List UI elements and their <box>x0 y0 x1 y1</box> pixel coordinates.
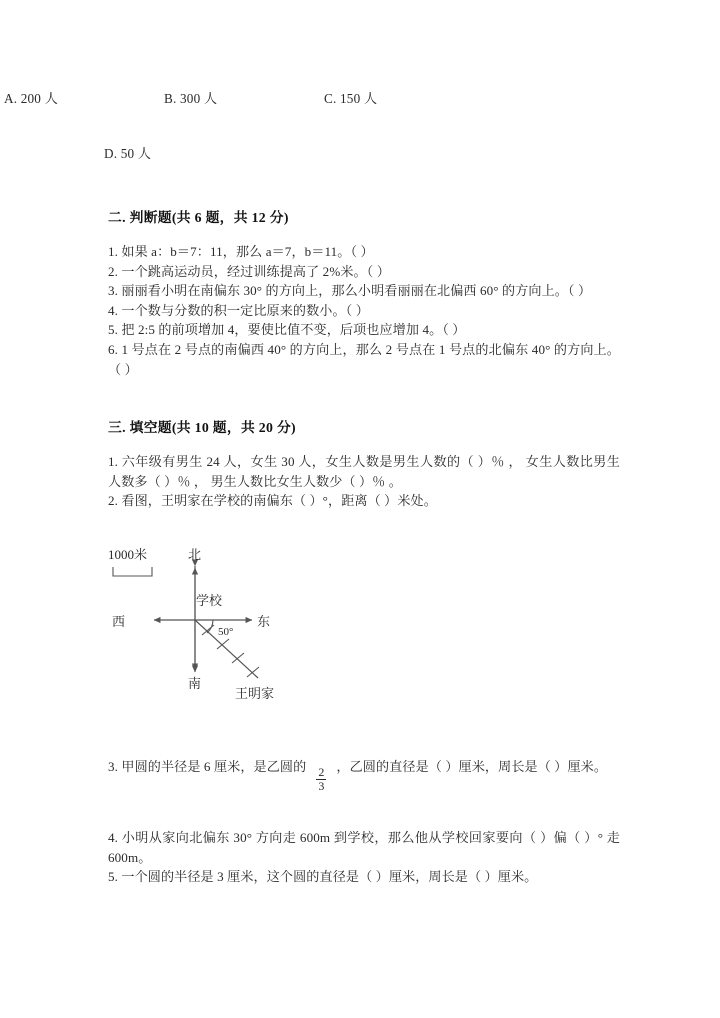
section-heading-judgement: 二. 判断题(共 6 题，共 12 分) <box>108 210 289 225</box>
question-item: 3. 丽丽看小明在南偏东 30° 的方向上，那么小明看丽丽在北偏西 60° 的方向上。（ ） <box>108 283 592 299</box>
question-item: 5. 一个圆的半径是 3 厘米，这个圆的直径是（ ）厘米，周长是（ ）厘米。 <box>108 869 538 885</box>
scale-bar-icon <box>113 567 152 576</box>
question-list-fill-in-blank-cont <box>108 828 620 887</box>
question-item: 1. 六年级有男生 24 人，女生 30 人，女生人数是男生人数的（ ）％ ， 女生人数比男生人数多（ ）％ ， 男生人数比女生人数少（ ）％ 。 <box>108 454 620 489</box>
question-item: 1. 如果 a：b＝7：11，那么 a＝7，b＝11。（ ） <box>108 244 374 259</box>
question-item: 4. 小明从家向北偏东 30° 方向走 600m 到学校，那么他从学校回家要向（ ）偏（ ）° 走 600m。 <box>108 830 620 865</box>
question-suffix: ，乙圆的直径是（ ）厘米，周长是（ ）厘米。 <box>336 759 608 774</box>
choice-option-b[interactable]: B. 300 人 <box>164 91 218 106</box>
west-label: 西 <box>112 614 126 629</box>
question-item: 6. 1 号点在 2 号点的南偏西 40° 的方向上，那么 2 号点在 1 号点的北偏东 40° 的方向上。（ ） <box>108 341 620 377</box>
question-prefix: 3. 甲圆的半径是 6 厘米，是乙圆的 <box>108 759 307 774</box>
origin-label: 学校 <box>196 593 223 608</box>
south-label: 南 <box>188 676 202 691</box>
section-heading-fill-in-blank: 三. 填空题(共 10 题，共 20 分) <box>108 420 296 435</box>
choice-option-d[interactable]: D. 50 人 <box>104 146 152 161</box>
choice-option-a[interactable]: A. 200 人 <box>4 91 58 106</box>
choice-option-c[interactable]: C. 150 人 <box>324 91 378 106</box>
question-list-fill-in-blank <box>108 452 620 511</box>
compass-direction-diagram <box>100 520 340 715</box>
question-item: 2. 看图，王明家在学校的南偏东（ ）°，距离（ ）米处。 <box>108 493 437 509</box>
angle-arc <box>207 620 213 633</box>
east-label: 东 <box>257 614 271 629</box>
question-item: 4. 一个数与分数的积一定比原来的数小。（ ） <box>108 302 369 318</box>
fraction-denominator: 3 <box>318 778 325 793</box>
question-item: 5. 把 2:5 的前项增加 4，要使比值不变，后项也应增加 4。（ ） <box>108 322 466 338</box>
fraction-two-thirds <box>316 766 326 792</box>
north-label: 北 <box>188 547 202 562</box>
destination-label: 王明家 <box>235 686 275 701</box>
scale-label: 1000米 <box>108 547 148 562</box>
axis-arrowheads <box>154 568 252 670</box>
question-item-fraction <box>108 750 620 793</box>
fraction-numerator: 2 <box>318 765 325 780</box>
question-item: 2. 一个跳高运动员，经过训练提高了 2%米。（ ） <box>108 263 390 279</box>
angle-label: 50° <box>218 626 234 638</box>
question-list-judgement <box>108 242 620 379</box>
